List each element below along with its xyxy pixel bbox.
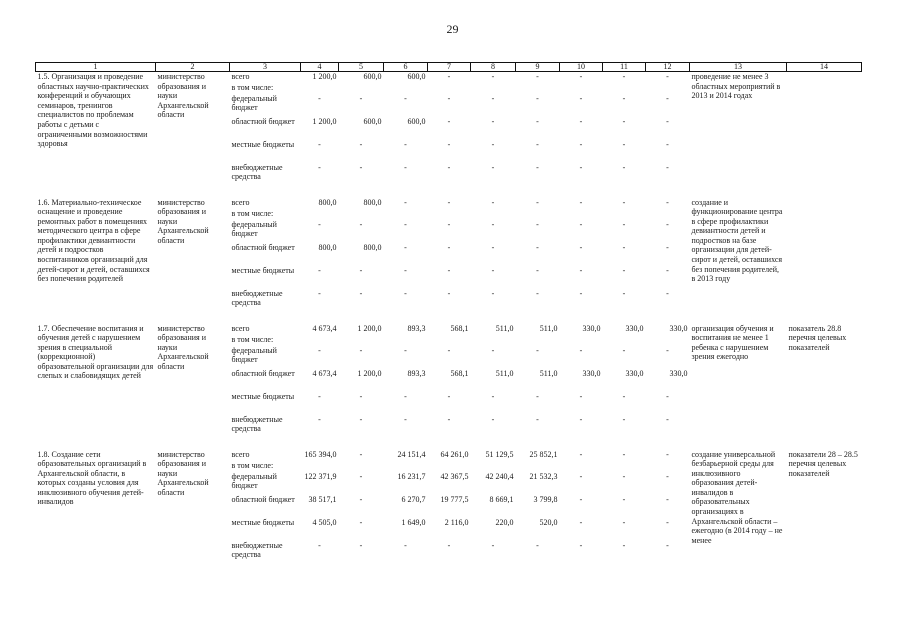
amount-cell: - <box>491 345 495 355</box>
funding-source: местные бюджеты <box>231 517 295 527</box>
amount-cell: 25 852,1 <box>529 449 558 459</box>
executor: министерство образования и науки Архангельской области <box>157 197 209 245</box>
amount-cell: - <box>622 242 626 252</box>
amount-cell: - <box>491 391 495 401</box>
amount-cell: 568,1 <box>450 368 469 378</box>
amount-cell: - <box>579 471 583 481</box>
amount-cell: 38 517,1 <box>308 494 337 504</box>
amount-cell: 600,0 <box>407 72 426 81</box>
amount-cell <box>301 209 339 220</box>
amount-cell <box>428 209 471 220</box>
amount-cell: - <box>666 242 669 252</box>
amount-cell: - <box>622 72 626 81</box>
amount-cell: - <box>536 288 539 298</box>
amount-cell: 4 505,0 <box>312 517 337 527</box>
amount-cell: 1 200,0 <box>357 323 382 333</box>
amount-cell: 4 673,4 <box>312 323 337 333</box>
amount-cell <box>301 83 339 94</box>
amount-cell: - <box>447 242 451 252</box>
amount-cell: - <box>536 139 539 149</box>
amount-cell: 330,0 <box>582 368 601 378</box>
amount-cell <box>516 461 560 472</box>
amount-cell: - <box>491 242 495 252</box>
amount-cell: - <box>579 494 583 504</box>
amount-cell: - <box>318 391 321 401</box>
amount-cell: - <box>579 449 583 459</box>
amount-cell: - <box>359 391 363 401</box>
measure-name: 1.8. Создание сети образовательных организаций в Архангельской области, в которых созданы условия для инклюзивного обучения детей-инвалидов <box>37 449 147 507</box>
target-indicator <box>787 72 862 186</box>
target-indicator <box>787 198 862 312</box>
amount-cell: - <box>404 414 407 424</box>
column-header-13: 13 <box>690 63 787 72</box>
amount-cell: 4 673,4 <box>312 368 337 378</box>
amount-cell: - <box>666 517 669 527</box>
amount-cell: - <box>622 116 626 126</box>
amount-cell: 165 394,0 <box>304 449 337 459</box>
amount-cell <box>339 461 384 472</box>
amount-cell: - <box>318 139 321 149</box>
amount-cell: - <box>666 139 669 149</box>
amount-cell <box>603 461 646 472</box>
amount-cell: - <box>666 116 669 126</box>
amount-cell: - <box>666 219 669 229</box>
amount-cell: - <box>536 197 539 207</box>
amount-cell: - <box>536 116 539 126</box>
amount-cell: 330,0 <box>669 323 688 333</box>
amount-cell: - <box>318 345 321 355</box>
column-header-10: 10 <box>560 63 603 72</box>
executor: министерство образования и науки Архангельской области <box>157 72 209 120</box>
amount-cell: - <box>579 391 583 401</box>
executor: министерство образования и науки Архангельской области <box>157 323 209 371</box>
funding-source: всего <box>231 72 250 81</box>
column-number-row <box>36 63 862 72</box>
amount-cell <box>471 335 516 346</box>
funding-source: местные бюджеты <box>231 139 295 149</box>
amount-cell: - <box>404 219 407 229</box>
funding-source: областной бюджет <box>231 116 295 126</box>
funding-source: в том числе: <box>231 460 274 470</box>
amount-cell: - <box>491 219 495 229</box>
column-header-14: 14 <box>787 63 862 72</box>
amount-cell: - <box>666 93 669 103</box>
amount-cell: - <box>579 288 583 298</box>
amount-cell: - <box>536 219 539 229</box>
amount-cell: - <box>622 471 626 481</box>
funding-source: областной бюджет <box>231 242 295 252</box>
funding-source: в том числе: <box>231 334 274 344</box>
amount-cell: 2 116,0 <box>444 517 469 527</box>
amount-cell <box>384 83 428 94</box>
column-header-4: 4 <box>301 63 339 72</box>
amount-cell: - <box>536 265 539 275</box>
expected-result: организация обучения и воспитания не менее 1 ребенка с нарушением зрения ежегодно <box>691 323 774 362</box>
amount-cell <box>560 461 603 472</box>
amount-cell: - <box>404 540 407 550</box>
funding-source: всего <box>231 323 250 333</box>
amount-cell: 19 777,5 <box>440 494 469 504</box>
measure-name: 1.5. Организация и проведение областных научно-практических конференций и обучающих семинаров, тренингов специалистов по проблемам работы с детьми с ограниченными возможностями здоровья <box>37 72 149 149</box>
funding-source: федеральный бюджет <box>231 93 277 113</box>
amount-cell: - <box>579 540 583 550</box>
amount-cell: - <box>491 414 495 424</box>
amount-cell: - <box>491 162 495 172</box>
amount-cell: - <box>622 197 626 207</box>
amount-cell: - <box>318 540 321 550</box>
amount-cell: - <box>622 345 626 355</box>
amount-cell: - <box>579 197 583 207</box>
amount-cell: 893,3 <box>407 368 426 378</box>
column-header-6: 6 <box>384 63 428 72</box>
amount-cell <box>428 335 471 346</box>
amount-cell: - <box>447 391 451 401</box>
expected-result: создание универсальной безбарьерной среды для инклюзивного образования детей-инвалидов в образовательных организациях в Архангельской области – ежегодно (в 2014 году – не менее <box>691 449 783 545</box>
amount-cell <box>339 209 384 220</box>
amount-cell <box>428 83 471 94</box>
amount-cell: - <box>666 288 669 298</box>
amount-cell: - <box>536 414 539 424</box>
amount-cell: - <box>318 288 321 298</box>
amount-cell: - <box>666 391 669 401</box>
amount-cell: 511,0 <box>539 368 558 378</box>
amount-cell: - <box>404 288 407 298</box>
amount-cell: - <box>318 219 321 229</box>
column-header-7: 7 <box>428 63 471 72</box>
program-measures-table <box>35 62 862 564</box>
amount-cell: 51 129,5 <box>485 449 514 459</box>
amount-cell: - <box>447 72 451 81</box>
amount-cell: - <box>666 197 669 207</box>
amount-cell: 24 151,4 <box>397 449 426 459</box>
amount-cell <box>301 335 339 346</box>
amount-cell: 122 371,9 <box>304 471 337 481</box>
amount-cell <box>301 461 339 472</box>
amount-cell: - <box>318 162 321 172</box>
funding-source: в том числе: <box>231 208 274 218</box>
amount-cell: 520,0 <box>539 517 558 527</box>
amount-cell <box>603 209 646 220</box>
funding-source: местные бюджеты <box>231 265 295 275</box>
amount-cell: - <box>447 116 451 126</box>
funding-source: федеральный бюджет <box>231 219 277 239</box>
column-header-2: 2 <box>156 63 230 72</box>
amount-cell: 800,0 <box>318 197 337 207</box>
amount-cell: - <box>447 540 451 550</box>
amount-cell: 3 799,8 <box>533 494 558 504</box>
amount-cell: - <box>579 219 583 229</box>
funding-source: внебюджетные средства <box>231 288 283 308</box>
amount-cell: - <box>447 414 451 424</box>
amount-cell <box>560 335 603 346</box>
amount-cell: - <box>491 116 495 126</box>
expected-result: проведение не менее 3 областных мероприятий в 2013 и 2014 годах <box>691 72 781 101</box>
amount-cell: 42 240,4 <box>485 471 514 481</box>
amount-cell: - <box>447 345 451 355</box>
amount-cell: - <box>404 93 407 103</box>
amount-cell: - <box>622 391 626 401</box>
amount-cell <box>428 461 471 472</box>
amount-cell: - <box>666 265 669 275</box>
amount-cell <box>646 83 690 94</box>
amount-cell: - <box>491 265 495 275</box>
amount-cell: - <box>666 449 669 459</box>
amount-cell <box>471 461 516 472</box>
amount-cell: - <box>359 93 363 103</box>
expected-result: создание и функционирование центра в сфере профилактики девиантности детей и подростков на базе организации для детей-сирот и детей, оставшихся без попечения родителей, в 2013 году <box>691 197 783 284</box>
amount-cell: - <box>666 494 669 504</box>
amount-cell: - <box>666 162 669 172</box>
amount-cell: - <box>359 219 363 229</box>
amount-cell: 600,0 <box>363 72 382 81</box>
funding-source: федеральный бюджет <box>231 471 277 491</box>
amount-cell: 1 200,0 <box>357 368 382 378</box>
amount-cell: 568,1 <box>450 323 469 333</box>
funding-source: внебюджетные средства <box>231 414 283 434</box>
funding-source: федеральный бюджет <box>231 345 277 365</box>
amount-cell: 330,0 <box>582 323 601 333</box>
amount-cell: 800,0 <box>363 197 382 207</box>
amount-cell <box>603 83 646 94</box>
amount-cell: - <box>491 93 495 103</box>
amount-cell: - <box>579 242 583 252</box>
amount-cell: - <box>404 197 407 207</box>
amount-cell: 511,0 <box>495 368 514 378</box>
amount-cell: - <box>359 139 363 149</box>
amount-cell: - <box>404 265 407 275</box>
amount-cell <box>646 209 690 220</box>
amount-cell: - <box>536 242 539 252</box>
table-row <box>36 450 862 461</box>
amount-cell <box>560 83 603 94</box>
amount-cell: - <box>536 391 539 401</box>
funding-source: областной бюджет <box>231 494 295 504</box>
amount-cell <box>646 335 690 346</box>
target-indicator: показатель 28.8 перечня целевых показателей <box>788 323 847 352</box>
amount-cell <box>471 209 516 220</box>
executor: министерство образования и науки Архангельской области <box>157 449 209 497</box>
funding-source: всего <box>231 449 250 459</box>
funding-source: внебюджетные средства <box>231 162 283 182</box>
amount-cell: - <box>536 540 539 550</box>
table-row <box>36 324 862 335</box>
amount-cell: - <box>622 93 626 103</box>
amount-cell: - <box>579 93 583 103</box>
amount-cell: - <box>622 414 626 424</box>
amount-cell <box>384 461 428 472</box>
amount-cell: 600,0 <box>363 116 382 126</box>
amount-cell <box>646 461 690 472</box>
amount-cell: - <box>359 288 363 298</box>
amount-cell <box>603 335 646 346</box>
amount-cell: - <box>579 116 583 126</box>
amount-cell: 600,0 <box>407 116 426 126</box>
amount-cell: 330,0 <box>625 323 644 333</box>
amount-cell: - <box>622 449 626 459</box>
amount-cell: - <box>318 414 321 424</box>
amount-cell <box>560 209 603 220</box>
amount-cell: - <box>622 288 626 298</box>
amount-cell: - <box>359 471 363 481</box>
amount-cell: - <box>666 414 669 424</box>
column-header-8: 8 <box>471 63 516 72</box>
target-indicator: показатели 28 – 28.5 перечня целевых показателей <box>788 449 858 478</box>
amount-cell: 16 231,7 <box>397 471 426 481</box>
amount-cell: - <box>359 265 363 275</box>
amount-cell: - <box>579 139 583 149</box>
amount-cell <box>384 335 428 346</box>
amount-cell: 1 200,0 <box>312 116 337 126</box>
amount-cell: 800,0 <box>318 242 337 252</box>
section-spacer <box>36 186 862 198</box>
funding-source: областной бюджет <box>231 368 295 378</box>
amount-cell: - <box>579 414 583 424</box>
amount-cell: - <box>622 139 626 149</box>
measure-name: 1.7. Обеспечение воспитания и обучения детей с нарушением зрения в специальной (коррекционной) образовательной организации для слепых и слабовидящих детей <box>37 323 154 381</box>
amount-cell: - <box>447 139 451 149</box>
amount-cell: - <box>447 219 451 229</box>
column-header-1: 1 <box>36 63 156 72</box>
amount-cell: - <box>359 540 363 550</box>
amount-cell: - <box>536 72 539 81</box>
amount-cell: 220,0 <box>495 517 514 527</box>
page-number: 29 <box>446 22 459 36</box>
amount-cell: - <box>622 494 626 504</box>
column-header-5: 5 <box>339 63 384 72</box>
amount-cell: - <box>491 139 495 149</box>
amount-cell: - <box>666 345 669 355</box>
amount-cell: - <box>491 540 495 550</box>
amount-cell: - <box>404 391 407 401</box>
amount-cell: - <box>491 197 495 207</box>
amount-cell: 6 270,7 <box>401 494 426 504</box>
amount-cell: - <box>318 265 321 275</box>
amount-cell: - <box>359 162 363 172</box>
amount-cell: - <box>447 93 451 103</box>
amount-cell: 1 200,0 <box>312 72 337 81</box>
column-header-12: 12 <box>646 63 690 72</box>
table-row <box>36 198 862 209</box>
amount-cell: 8 669,1 <box>489 494 514 504</box>
amount-cell: - <box>622 540 626 550</box>
amount-cell: - <box>622 219 626 229</box>
amount-cell: - <box>579 265 583 275</box>
section-spacer <box>36 312 862 324</box>
amount-cell: 1 649,0 <box>401 517 426 527</box>
amount-cell: - <box>491 288 495 298</box>
amount-cell: - <box>359 345 363 355</box>
amount-cell: - <box>666 540 669 550</box>
amount-cell: - <box>447 265 451 275</box>
amount-cell: 893,3 <box>407 323 426 333</box>
amount-cell: 330,0 <box>625 368 644 378</box>
amount-cell: - <box>447 288 451 298</box>
amount-cell: - <box>318 93 321 103</box>
amount-cell: - <box>622 265 626 275</box>
amount-cell: - <box>536 345 539 355</box>
amount-cell: - <box>579 162 583 172</box>
amount-cell: - <box>359 414 363 424</box>
amount-cell: - <box>404 139 407 149</box>
column-header-11: 11 <box>603 63 646 72</box>
amount-cell: - <box>666 471 669 481</box>
amount-cell: 330,0 <box>669 368 688 378</box>
amount-cell: 800,0 <box>363 242 382 252</box>
amount-cell: - <box>579 72 583 81</box>
amount-cell: - <box>622 162 626 172</box>
amount-cell: 21 532,3 <box>529 471 558 481</box>
amount-cell <box>339 83 384 94</box>
amount-cell: - <box>579 345 583 355</box>
amount-cell: - <box>404 345 407 355</box>
amount-cell: - <box>359 517 363 527</box>
amount-cell: - <box>622 517 626 527</box>
amount-cell: - <box>666 72 669 81</box>
amount-cell: 511,0 <box>495 323 514 333</box>
section-spacer <box>36 438 862 450</box>
amount-cell: - <box>579 517 583 527</box>
column-header-3: 3 <box>230 63 301 72</box>
measure-name: 1.6. Материально-техническое оснащение и проведение ремонтных работ в помещениях методического центра в сфере профилактики девиантности детей и подростков воспитанников организаций для детей-сирот и детей, оставшихся без попечения родителей <box>37 197 150 284</box>
amount-cell: - <box>404 162 407 172</box>
amount-cell: 511,0 <box>539 323 558 333</box>
amount-cell <box>516 83 560 94</box>
amount-cell: - <box>447 162 451 172</box>
amount-cell <box>339 335 384 346</box>
amount-cell: - <box>536 162 539 172</box>
amount-cell <box>384 209 428 220</box>
funding-source: всего <box>231 197 250 207</box>
amount-cell <box>516 209 560 220</box>
amount-cell: - <box>359 449 363 459</box>
amount-cell: - <box>536 93 539 103</box>
table-row <box>36 72 862 83</box>
amount-cell: 42 367,5 <box>440 471 469 481</box>
amount-cell: - <box>491 72 495 81</box>
column-header-9: 9 <box>516 63 560 72</box>
amount-cell: - <box>404 242 407 252</box>
amount-cell: - <box>359 494 363 504</box>
amount-cell: - <box>447 197 451 207</box>
funding-source: в том числе: <box>231 82 274 92</box>
funding-source: внебюджетные средства <box>231 540 283 560</box>
amount-cell <box>516 335 560 346</box>
funding-source: местные бюджеты <box>231 391 295 401</box>
amount-cell: 64 261,0 <box>440 449 469 459</box>
amount-cell <box>471 83 516 94</box>
